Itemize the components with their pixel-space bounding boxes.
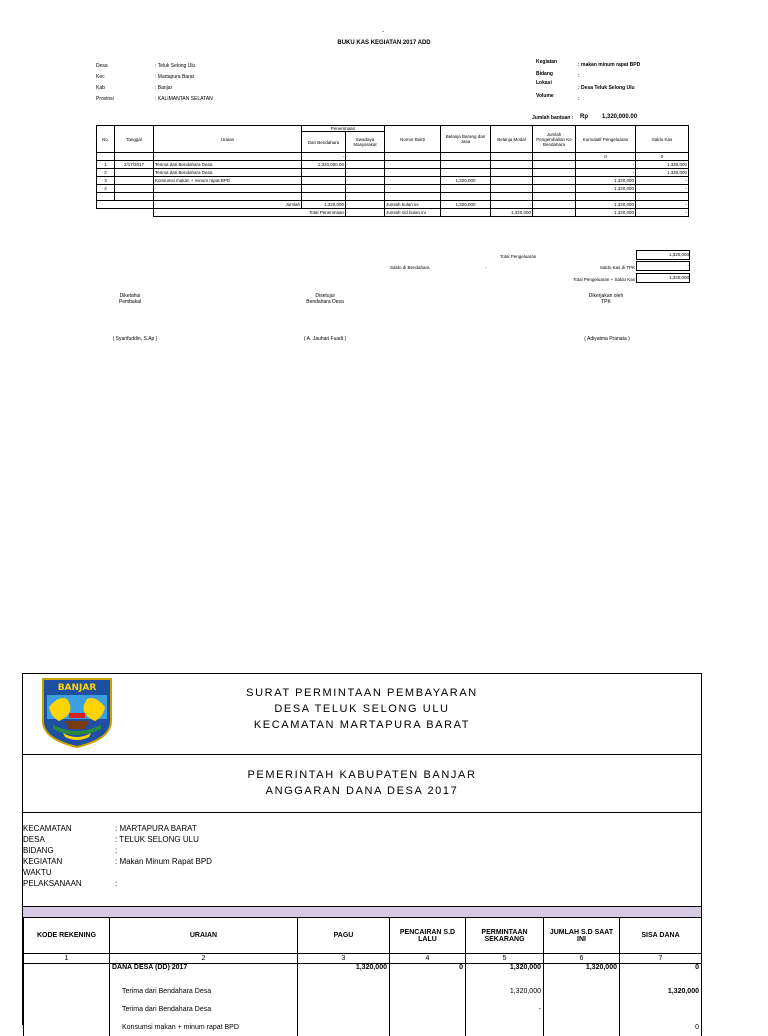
table-row: [24, 964, 702, 983]
cell: [24, 982, 110, 1000]
cell: 1,320,000: [576, 201, 636, 209]
cell: 1,320,000: [491, 209, 533, 217]
cell: 1,320,000: [544, 964, 620, 983]
col-number: 3: [298, 954, 390, 964]
table-header-row: [24, 918, 702, 954]
info-waktu: WAKTU: [23, 868, 52, 877]
cell: 1,320,000: [302, 201, 346, 209]
cell: 0: [620, 964, 702, 983]
col-jumlah-pengembalian: Jumlah Pengembalian Ke Bendahara: [533, 126, 576, 153]
cell: [24, 1000, 110, 1018]
col-uraian: URAIAN: [110, 918, 298, 954]
cell: 0: [636, 153, 689, 161]
table-row: [97, 169, 689, 177]
cell: 1,320,000: [298, 964, 390, 983]
logo-text: BANJAR: [57, 683, 97, 693]
cell: [298, 982, 390, 1000]
cell: [24, 1018, 110, 1036]
col-belanja-modal: Belanja Modal: [491, 126, 533, 153]
total-pengeluaran-label: Total Pengeluaran: [500, 254, 537, 259]
col-number: 2: [110, 954, 298, 964]
saldo-kas-tpk-value: -: [636, 261, 690, 271]
cell: -: [491, 201, 533, 209]
col-kumulatif: Kumulatif Pengeluaran: [576, 126, 636, 153]
info-kecamatan: KECAMATAN : MARTAPURA BARAT: [23, 824, 197, 833]
total-pengeluaran-value: 1,320,000: [636, 250, 690, 260]
spp-anggaran: ANGGARAN DANA DESA 2017: [265, 785, 459, 797]
sign-name: ( A. Jauhari Fuadi ): [303, 336, 347, 342]
col-uraian: Uraian: [154, 126, 302, 153]
info-value: :: [578, 73, 580, 79]
cell: 1,320,000: [636, 169, 689, 177]
col-number: 5: [466, 954, 544, 964]
saldo-bendahara-label: Saldo di Bendahara: [390, 265, 430, 270]
total-plus-value: 1,320,000: [636, 273, 690, 283]
cell: -: [302, 153, 346, 161]
cell: 1,320,000: [620, 982, 702, 1000]
cell: -: [466, 1000, 544, 1018]
info-label: Kegiatan: [536, 59, 558, 65]
cell: Jumlah bulan ini: [385, 201, 441, 209]
info-value: : Desa Teluk Selong Ulu: [578, 85, 635, 91]
cell: 0: [390, 964, 466, 983]
cell: Terima dari Bendahara Desa: [110, 1000, 298, 1018]
page1-title: BUKU KAS KEGIATAN 2017 ADD: [337, 40, 431, 46]
col-kode: KODE REKENING: [24, 918, 110, 954]
table-row: [97, 185, 689, 193]
info-value: : KALIMANTAN SELATAN: [155, 96, 213, 102]
cell: 2/17/2017: [115, 161, 154, 169]
col-number: 6: [544, 954, 620, 964]
col-nomor-bukti: Nomor Bukti: [385, 126, 441, 153]
spp-kecamatan: KECAMATAN MARTAPURA BARAT: [253, 719, 471, 731]
cell: 3: [97, 177, 115, 185]
buku-kas-table: [96, 125, 689, 217]
cell: [544, 982, 620, 1000]
info-pelaksanaan: PELAKSANAAN :: [23, 879, 118, 888]
cell: [544, 1000, 620, 1018]
signature-pembakal: [90, 293, 170, 305]
sign-role: Bendahara Desa: [306, 299, 344, 305]
col-belanja-barang: Belanja Barang dan Jasa: [441, 126, 491, 153]
col-number: 7: [620, 954, 702, 964]
info-value: : Teluk Selong Ulu: [155, 63, 196, 69]
col-number-row: [24, 954, 702, 964]
jumlah-bantuan-rp: Rp: [580, 114, 588, 120]
col-pagu: PAGU: [298, 918, 390, 954]
cell: Konsumsi makan + minum rapat BPD: [110, 1018, 298, 1036]
col-sisa: SISA DANA: [620, 918, 702, 954]
sign-role: Disetujui: [315, 293, 335, 299]
spp-subheader: [23, 754, 701, 813]
sign-role: Dikerjakan oleh: [588, 293, 624, 299]
cell: 1,320,000: [636, 161, 689, 169]
total-plus-label: Total Pengeluaran + Saldo Kas: [573, 277, 635, 282]
info-value: : makan minum rapat BPD: [578, 62, 641, 68]
cell: Konsumsi makan + minum rapat BPD: [154, 177, 302, 185]
cell: -: [636, 177, 689, 185]
sign-role: Pembakal: [118, 299, 142, 305]
sign-role: Diketahui: [119, 293, 141, 299]
table-row: [24, 1000, 702, 1018]
info-value: : Martapura Barat: [155, 74, 194, 80]
info-value: :: [578, 96, 580, 102]
cell: [390, 1018, 466, 1036]
spp-header: [23, 674, 701, 755]
cell: -: [576, 161, 636, 169]
signature-bendahara: [285, 293, 365, 305]
table-row: [97, 161, 689, 169]
info-label: Volume: [536, 93, 554, 99]
info-label: Kab: [96, 85, 105, 91]
cell: [620, 1000, 702, 1018]
signature-tpk: [566, 293, 646, 305]
sign-name: ( Syarifuddin, S.Ap ): [112, 336, 158, 342]
cell: 1,320,000: [576, 177, 636, 185]
info-value: : Banjar: [155, 85, 173, 91]
jumlah-row: Jumlah 1,320,000 Jumlah bulan ini 1,320,000 - 1,320,000 -: [97, 201, 689, 209]
saldo-bendahara-value: -: [485, 265, 487, 270]
cell: Jumlah: [154, 201, 302, 209]
col-number: 4: [390, 954, 466, 964]
col-tanggal: Tanggal: [115, 126, 154, 153]
cell: 1,320,000: [441, 201, 491, 209]
cell: 1,320,000: [466, 982, 544, 1000]
spp-table: [23, 917, 702, 1036]
cell: [390, 982, 466, 1000]
cell: Terima dari Bendahara Desa: [110, 982, 298, 1000]
cell: 2: [97, 169, 115, 177]
col-permintaan: PERMINTAAN SEKARANG: [466, 918, 544, 954]
cell: [466, 1018, 544, 1036]
cell: [24, 964, 110, 983]
cell: [390, 1000, 466, 1018]
cell: [544, 1018, 620, 1036]
sign-name: ( Adiyatma Pranata ): [584, 336, 630, 342]
jumlah-bantuan-value: 1,320,000.00: [602, 114, 638, 120]
col-penerimaan: Penerimaan: [302, 126, 385, 132]
info-label: Desa: [96, 63, 108, 69]
cell: 1,320,000.00: [302, 161, 346, 169]
spp-document: [22, 673, 702, 1031]
info-desa: DESA : TELUK SELONG ULU: [23, 835, 199, 844]
info-bidang: BIDANG :: [23, 846, 118, 855]
col-jumlah: JUMLAH S.D SAAT INI: [544, 918, 620, 954]
cell: 1,320,000: [441, 177, 491, 185]
jumlah-bantuan-label: Jumlah bantuan :: [532, 115, 574, 121]
cell: Total Penerimaan: [154, 209, 346, 217]
info-label: Provinsi: [96, 96, 114, 102]
col-saldo-kas: Saldo Kas: [636, 126, 689, 153]
total-penerimaan-row: Total Penerimaan Jumlah s/d bulan ini 1,320,000 1,320,000 -: [97, 209, 689, 217]
cell: 1,320,000: [466, 964, 544, 983]
table-row: [24, 982, 702, 1000]
col-number: 1: [24, 954, 110, 964]
cell: 0: [620, 1018, 702, 1036]
cell: -: [636, 185, 689, 193]
info-label: Lokasi: [536, 80, 552, 86]
col-swadaya: Swadaya Masyarakat: [346, 132, 385, 153]
spp-desa: DESA TELUK SELONG ULU: [274, 703, 450, 715]
sign-role: TPK: [601, 299, 611, 305]
cell: 1,320,000: [576, 185, 636, 193]
table-header-row: [97, 126, 689, 132]
col-no: No.: [97, 126, 115, 153]
cell: Terima dari Bendahara Desa: [154, 161, 302, 169]
spp-title: SURAT PERMINTAAN PEMBAYARAN: [246, 687, 478, 699]
col-dari-bendahara: Dari Bendahara: [302, 132, 346, 153]
cell: DANA DESA (DD) 2017: [110, 964, 298, 983]
cell: 0: [576, 153, 636, 161]
cell: Terima dari Bendahara Desa: [154, 169, 302, 177]
col-pencairan: PENCAIRAN S.D LALU: [390, 918, 466, 954]
saldo-kas-tpk-label: Saldo Kas di TPK: [599, 265, 635, 270]
page1-dot: -: [382, 29, 384, 35]
table-row: [97, 153, 689, 161]
cell: [298, 1018, 390, 1036]
info-label: Kec: [96, 74, 105, 80]
cell: [298, 1000, 390, 1018]
cell: 4: [97, 185, 115, 193]
cell: 1: [97, 161, 115, 169]
info-kegiatan: KEGIATAN : Makan Minum Rapat BPD: [23, 857, 212, 866]
spp-pemerintah: PEMERINTAH KABUPATEN BANJAR: [247, 769, 477, 781]
info-label: Bidang: [536, 71, 553, 77]
table-row: [97, 177, 689, 185]
cell: -: [576, 169, 636, 177]
table-row: [97, 193, 689, 201]
cell: 1,320,000: [576, 209, 636, 217]
cell: Jumlah s/d bulan ini: [385, 209, 441, 217]
table-row: [24, 1018, 702, 1036]
